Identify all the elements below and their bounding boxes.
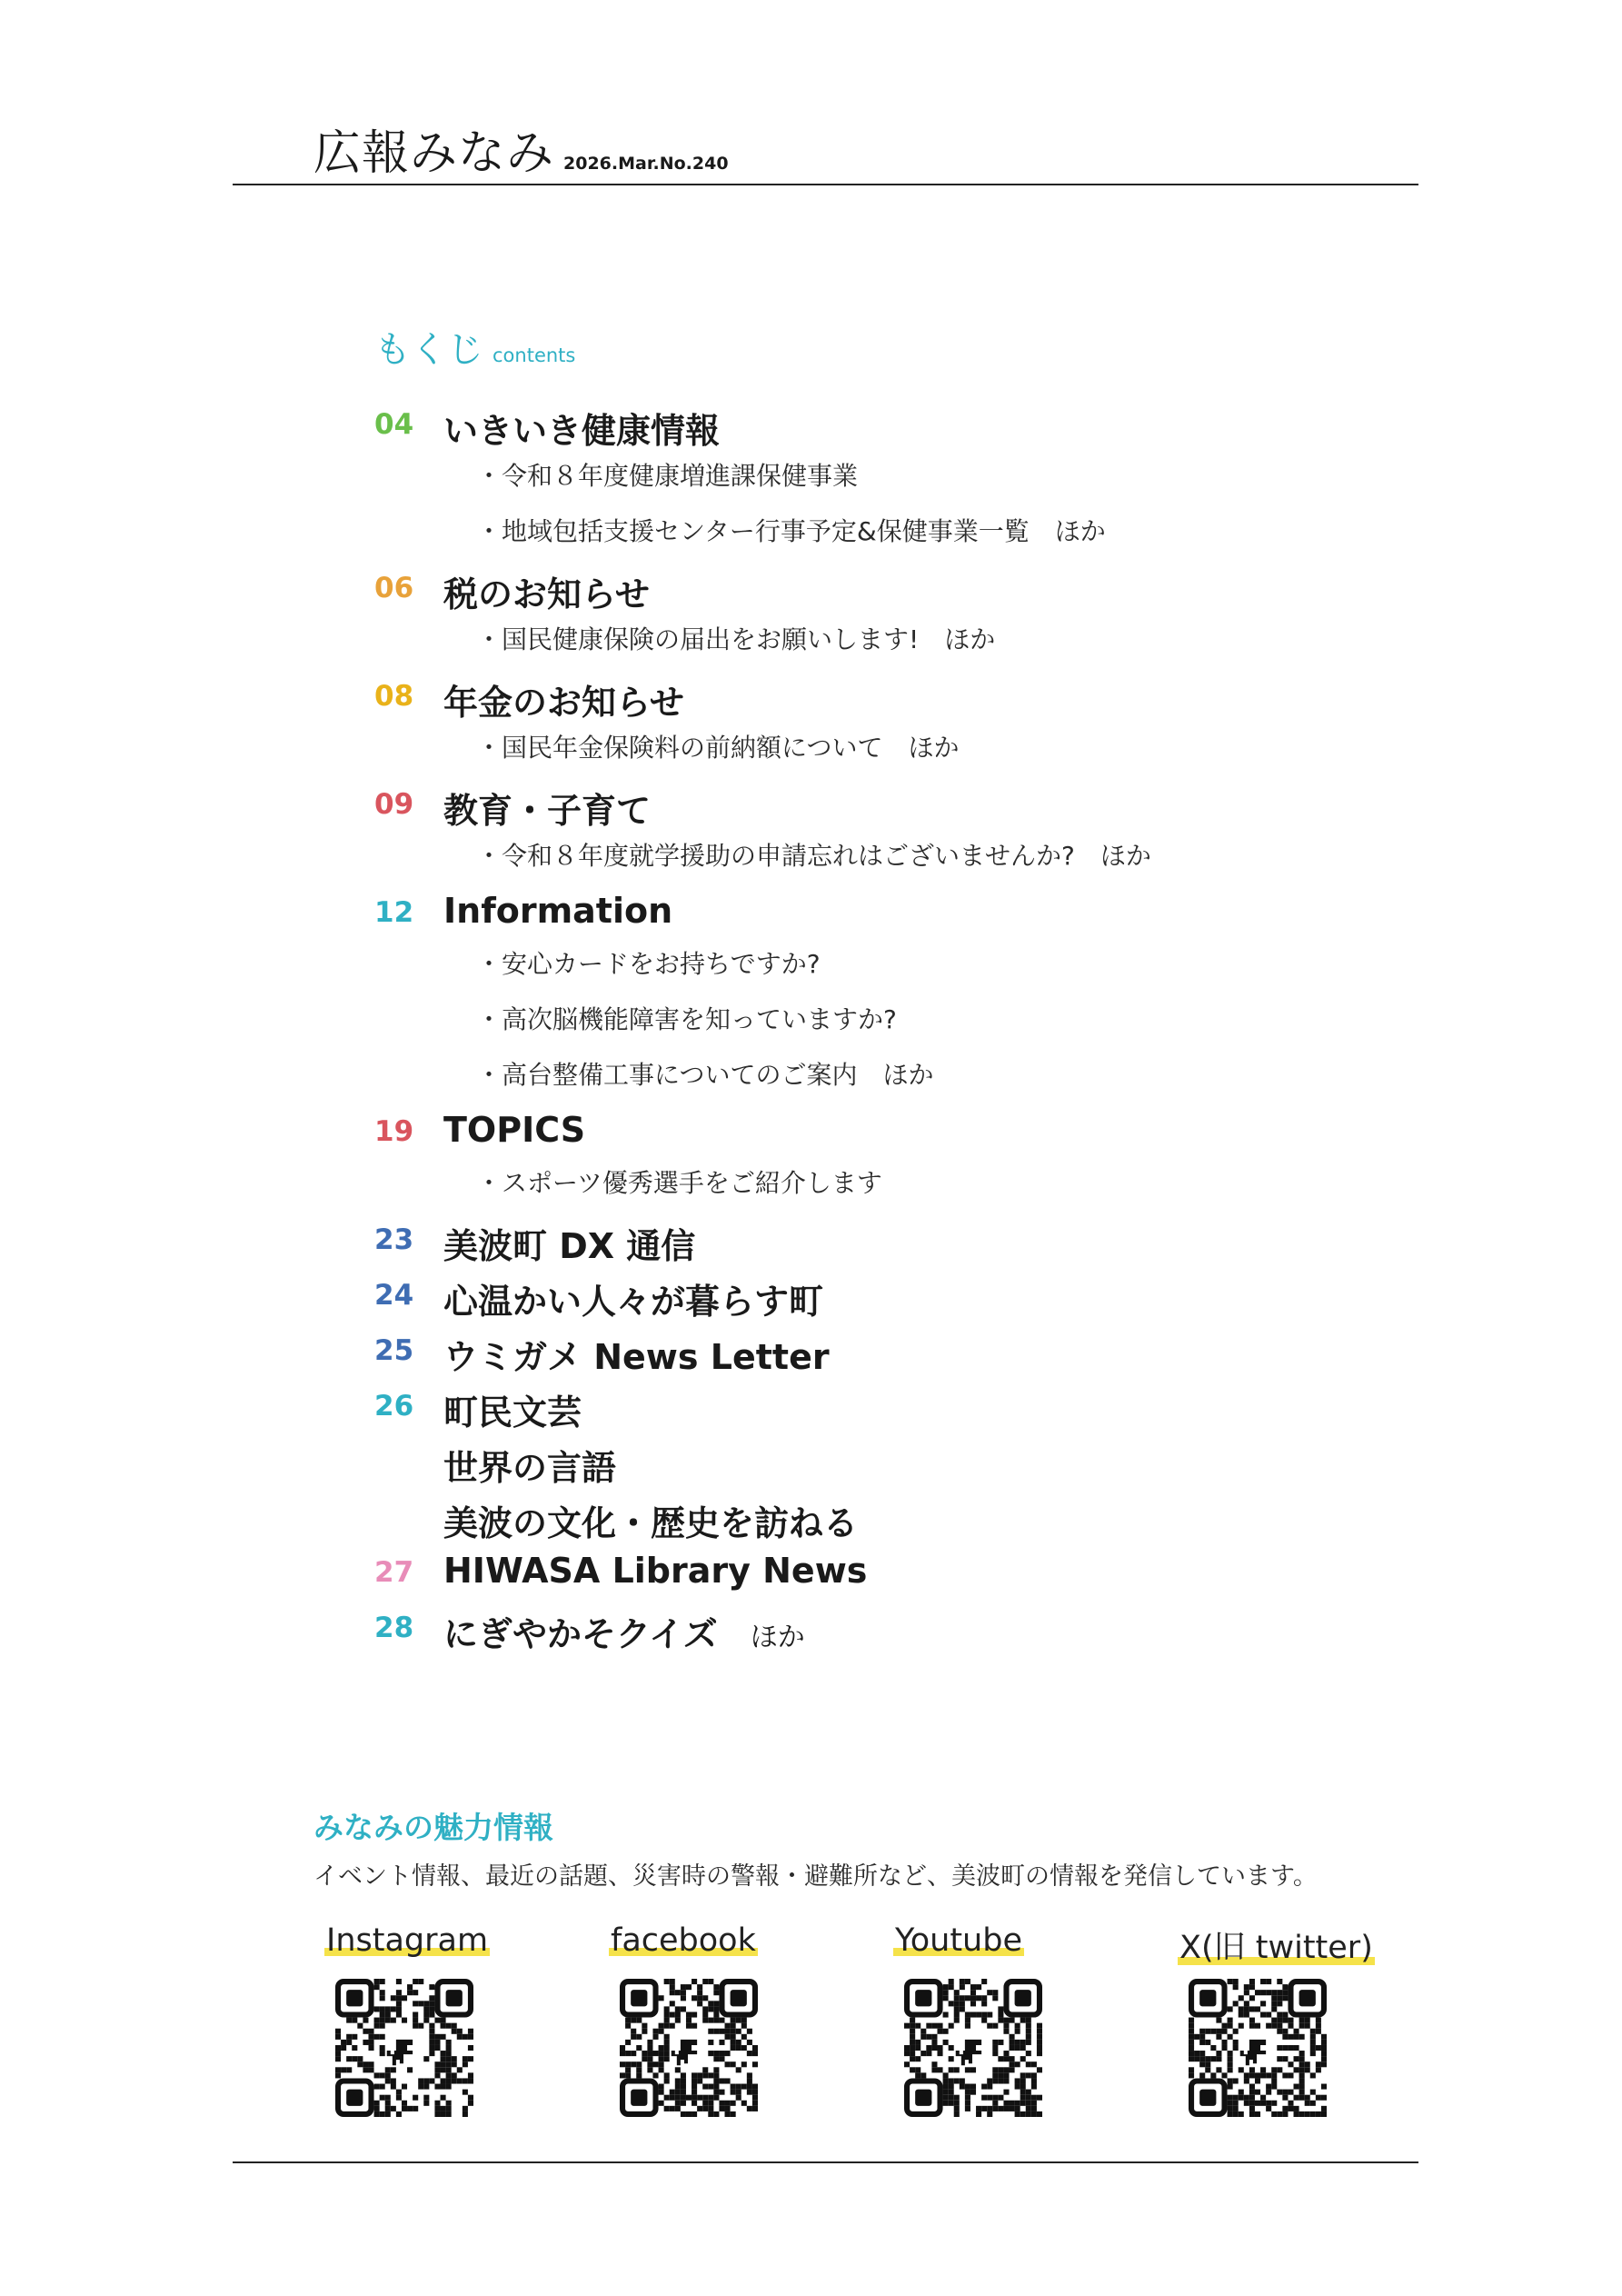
toc-section-title: 町民文芸: [443, 1393, 582, 1433]
toc-page-number: 08: [374, 680, 414, 713]
toc-section-title: HIWASA Library News: [443, 1551, 868, 1591]
social-label: X(旧 twitter): [1178, 1922, 1375, 1968]
toc-section-title: 教育・子育て: [443, 791, 652, 831]
toc-subitem: ・国民年金保険料の前納額について ほか: [476, 733, 960, 763]
toc-section-title: いきいき健康情報: [443, 411, 721, 451]
toc-section-title: 年金のお知らせ: [443, 683, 684, 723]
toc-page-number: 23: [374, 1223, 414, 1256]
toc-heading-jp: もくじ: [374, 329, 483, 371]
toc-heading-en: contents: [493, 344, 576, 366]
promo-title: みなみの魅力情報: [313, 1810, 553, 1845]
toc-subitem: ・地域包括支援センター行事予定&保健事業一覧 ほか: [476, 516, 1106, 546]
toc-page-number: 27: [374, 1556, 414, 1589]
toc-page-number: 12: [374, 896, 414, 929]
toc-subitem: ・スポーツ優秀選手をご紹介します: [476, 1168, 882, 1198]
toc-subitem: ・高次脳機能障害を知っていますか?: [476, 1004, 897, 1034]
toc-page-number: 19: [374, 1115, 414, 1148]
toc-section-title: ウミガメ News Letter: [443, 1337, 830, 1377]
toc-page-number: 25: [374, 1334, 414, 1367]
toc-page-number: 06: [374, 572, 414, 604]
social-label: Youtube: [895, 1922, 1022, 1959]
publication-title: 広報みなみ: [313, 126, 555, 181]
toc-page-number: 09: [374, 788, 414, 821]
toc-section-title: 美波町 DX 通信: [443, 1226, 696, 1266]
promo-description: イベント情報、最近の話題、災害時の警報・避難所など、美波町の情報を発信しています。: [313, 1862, 1318, 1891]
qr-code-icon[interactable]: [335, 1979, 473, 2117]
social-link-youtube[interactable]: [893, 1922, 1093, 1959]
social-link-instagram[interactable]: [324, 1922, 524, 1959]
issue-number: 2026.Mar.No.240: [563, 154, 729, 174]
toc-subitem: ・高台整備工事についてのご案内 ほか: [476, 1060, 934, 1090]
toc-page-number: 24: [374, 1279, 414, 1312]
toc-page-number: 26: [374, 1390, 414, 1423]
toc-section-title: 税のお知らせ: [443, 574, 650, 614]
toc-subitem: ・国民健康保険の届出をお願いします! ほか: [476, 624, 996, 654]
toc-section-title: 美波の文化・歴史を訪ねる: [443, 1503, 859, 1543]
toc-page-number: 28: [374, 1612, 414, 1644]
toc-subitem: ・令和８年度健康増進課保健事業: [476, 461, 859, 491]
toc-page-number: 04: [374, 408, 414, 441]
qr-code-icon[interactable]: [620, 1979, 758, 2117]
toc-heading: [374, 321, 575, 373]
toc-subitem: ・安心カードをお持ちですか?: [476, 949, 821, 979]
toc-section-title: にぎやかそクイズ ほか: [443, 1614, 805, 1654]
header-divider: [233, 184, 1418, 185]
qr-code-icon[interactable]: [904, 1979, 1042, 2117]
footer-divider: [233, 2161, 1418, 2163]
social-label: facebook: [611, 1922, 756, 1959]
toc-subitem: ・令和８年度就学援助の申請忘れはございませんか? ほか: [476, 841, 1151, 871]
toc-section-title: TOPICS: [443, 1110, 586, 1150]
toc-section-title: 心温かい人々が暮らす町: [443, 1282, 824, 1322]
toc-section-title: Information: [443, 891, 673, 931]
social-label: Instagram: [326, 1922, 489, 1959]
toc-title-suffix: ほか: [750, 1622, 805, 1653]
social-link-facebook[interactable]: [609, 1922, 809, 1959]
social-link-xtwitter[interactable]: [1178, 1922, 1378, 1968]
toc-section-title: 世界の言語: [443, 1448, 617, 1488]
page-header: [313, 115, 729, 183]
qr-code-icon[interactable]: [1189, 1979, 1327, 2117]
